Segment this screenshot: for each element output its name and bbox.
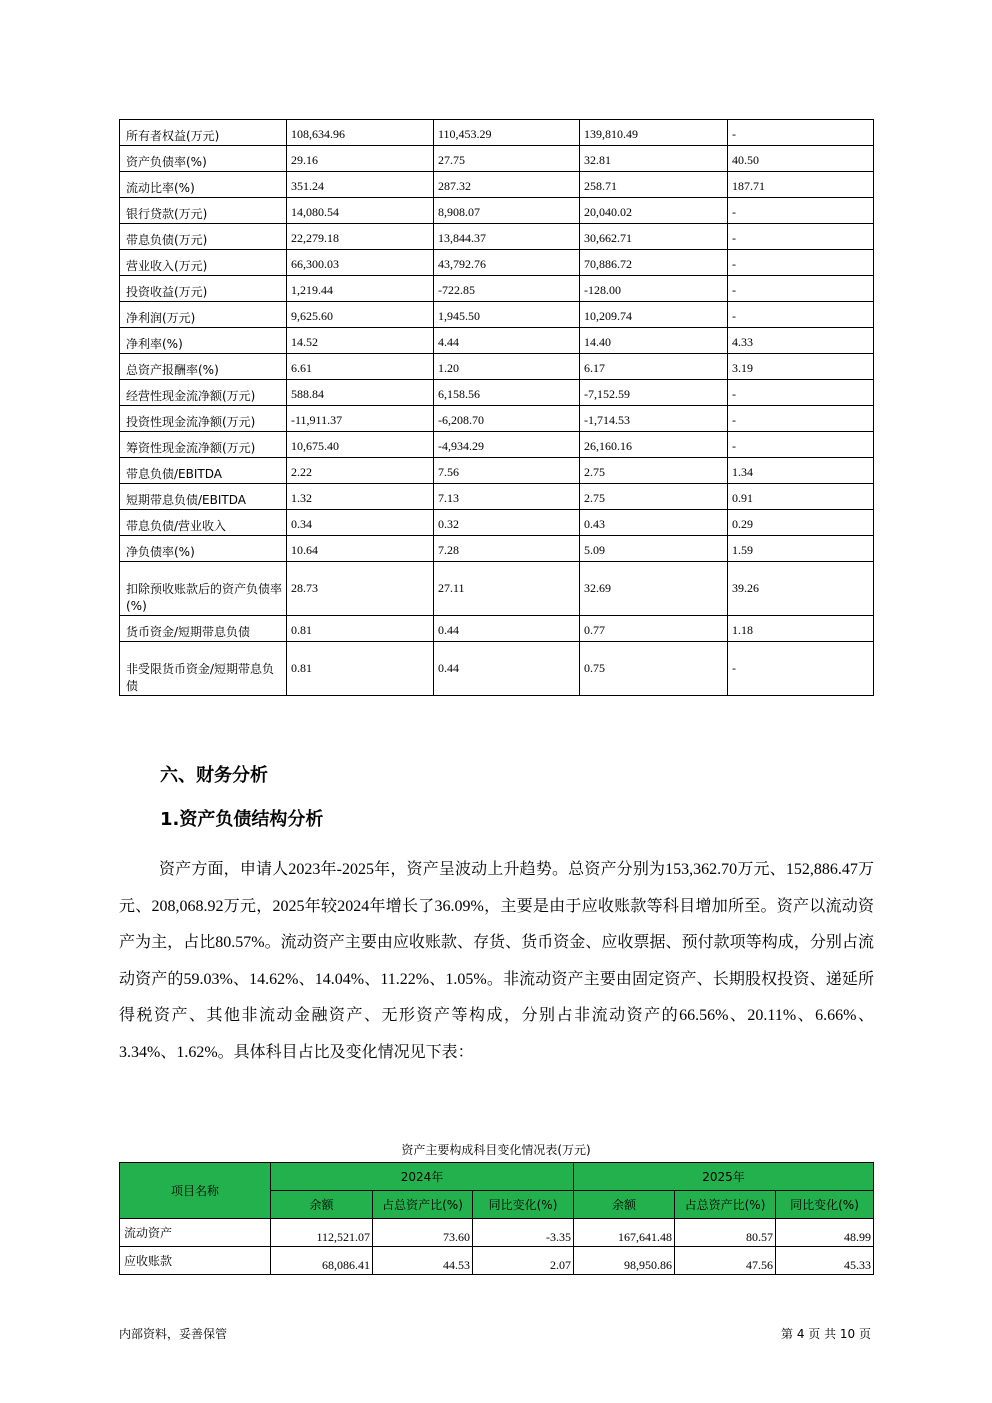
table-row	[120, 120, 874, 146]
row-value: -	[728, 198, 874, 224]
table-row	[120, 458, 874, 484]
row-label: 非受限货币资金/短期带息负债	[120, 642, 287, 696]
row-value: 68,086.41	[271, 1247, 373, 1275]
row-value: 7.56	[434, 458, 580, 484]
financial-indicator-table	[119, 119, 874, 696]
row-value: 0.75	[580, 642, 728, 696]
row-label: 筹资性现金流净额(万元)	[120, 432, 287, 458]
row-label: 货币资金/短期带息负债	[120, 616, 287, 642]
row-value: 0.81	[287, 642, 434, 696]
row-value: -	[728, 380, 874, 406]
row-value: 0.81	[287, 616, 434, 642]
row-value: 13,844.37	[434, 224, 580, 250]
row-value: 1.20	[434, 354, 580, 380]
row-value: 2.22	[287, 458, 434, 484]
row-value: 287.32	[434, 172, 580, 198]
row-value: 2.07	[473, 1247, 574, 1275]
column-header: 同比变化(%)	[776, 1191, 874, 1219]
column-header: 同比变化(%)	[473, 1191, 574, 1219]
table-row	[120, 510, 874, 536]
table-row	[120, 1219, 874, 1247]
row-value: 22,279.18	[287, 224, 434, 250]
row-value: 0.44	[434, 642, 580, 696]
row-value: 8,908.07	[434, 198, 580, 224]
row-label: 应收账款	[120, 1247, 271, 1275]
row-value: -6,208.70	[434, 406, 580, 432]
row-value: -	[728, 120, 874, 146]
row-label: 银行贷款(万元)	[120, 198, 287, 224]
table-row	[120, 172, 874, 198]
row-value: 0.91	[728, 484, 874, 510]
row-value: 1.34	[728, 458, 874, 484]
row-value: 2.75	[580, 458, 728, 484]
row-label: 投资性现金流净额(万元)	[120, 406, 287, 432]
subsection-heading: 1.资产负债结构分析	[160, 809, 324, 830]
row-value: -	[728, 432, 874, 458]
row-label: 营业收入(万元)	[120, 250, 287, 276]
table-row	[120, 302, 874, 328]
row-value: 14.40	[580, 328, 728, 354]
row-value: 2.75	[580, 484, 728, 510]
row-value: 167,641.48	[574, 1219, 675, 1247]
row-value: -	[728, 224, 874, 250]
row-label: 总资产报酬率(%)	[120, 354, 287, 380]
row-value: 10,675.40	[287, 432, 434, 458]
row-value: 20,040.02	[580, 198, 728, 224]
year-2025-header: 2025年	[574, 1163, 874, 1191]
footer-confidential-note: 内部资料，妥善保管	[119, 1327, 228, 1341]
table-row	[120, 642, 874, 696]
row-value: 47.56	[675, 1247, 776, 1275]
row-value: 0.43	[580, 510, 728, 536]
row-label: 带息负债/营业收入	[120, 510, 287, 536]
row-value: 7.28	[434, 536, 580, 562]
row-value: 26,160.16	[580, 432, 728, 458]
row-value: 44.53	[373, 1247, 473, 1275]
footer-page-number: 第 4 页 共 10 页	[781, 1327, 871, 1341]
row-label: 带息负债(万元)	[120, 224, 287, 250]
row-value: 3.19	[728, 354, 874, 380]
row-value: 43,792.76	[434, 250, 580, 276]
row-value: 28.73	[287, 562, 434, 616]
table-row	[120, 276, 874, 302]
row-value: -	[728, 302, 874, 328]
row-value: 588.84	[287, 380, 434, 406]
row-label: 所有者权益(万元)	[120, 120, 287, 146]
column-header: 占总资产比(%)	[675, 1191, 776, 1219]
row-value: -	[728, 276, 874, 302]
table-row	[120, 146, 874, 172]
row-value: 4.33	[728, 328, 874, 354]
row-label: 投资收益(万元)	[120, 276, 287, 302]
row-value: 139,810.49	[580, 120, 728, 146]
row-value: 73.60	[373, 1219, 473, 1247]
table-row	[120, 354, 874, 380]
row-value: 9,625.60	[287, 302, 434, 328]
row-value: 0.44	[434, 616, 580, 642]
table-header-row	[120, 1163, 874, 1191]
row-value: 10,209.74	[580, 302, 728, 328]
row-label: 净利润(万元)	[120, 302, 287, 328]
row-value: -	[728, 250, 874, 276]
table-row	[120, 562, 874, 616]
table-row	[120, 198, 874, 224]
row-value: -1,714.53	[580, 406, 728, 432]
row-value: 0.34	[287, 510, 434, 536]
table-row	[120, 432, 874, 458]
row-label: 流动比率(%)	[120, 172, 287, 198]
row-value: -7,152.59	[580, 380, 728, 406]
row-value: -3.35	[473, 1219, 574, 1247]
item-name-header: 项目名称	[120, 1163, 271, 1219]
row-value: -	[728, 642, 874, 696]
row-value: 80.57	[675, 1219, 776, 1247]
row-value: 48.99	[776, 1219, 874, 1247]
table-row	[120, 250, 874, 276]
row-value: 45.33	[776, 1247, 874, 1275]
table-caption: 资产主要构成科目变化情况表(万元)	[401, 1143, 591, 1157]
row-value: 66,300.03	[287, 250, 434, 276]
row-label: 流动资产	[120, 1219, 271, 1247]
row-value: 0.32	[434, 510, 580, 536]
row-value: -4,934.29	[434, 432, 580, 458]
row-value: 14.52	[287, 328, 434, 354]
column-header: 占总资产比(%)	[373, 1191, 473, 1219]
row-value: 40.50	[728, 146, 874, 172]
row-value: 70,886.72	[580, 250, 728, 276]
column-header: 余额	[574, 1191, 675, 1219]
row-value: 14,080.54	[287, 198, 434, 224]
row-value: 98,950.86	[574, 1247, 675, 1275]
row-value: 30,662.71	[580, 224, 728, 250]
table-row	[120, 616, 874, 642]
row-value: 110,453.29	[434, 120, 580, 146]
row-value: 1.59	[728, 536, 874, 562]
indicator-table-body	[120, 120, 874, 696]
row-value: -11,911.37	[287, 406, 434, 432]
row-value: 27.11	[434, 562, 580, 616]
row-value: 351.24	[287, 172, 434, 198]
row-label: 经营性现金流净额(万元)	[120, 380, 287, 406]
row-value: -722.85	[434, 276, 580, 302]
table-row	[120, 328, 874, 354]
table-row	[120, 484, 874, 510]
row-value: 1,219.44	[287, 276, 434, 302]
row-value: 10.64	[287, 536, 434, 562]
table-row	[120, 406, 874, 432]
row-value: 29.16	[287, 146, 434, 172]
row-value: 1,945.50	[434, 302, 580, 328]
row-value: 1.18	[728, 616, 874, 642]
analysis-paragraph: 资产方面，申请人2023年-2025年，资产呈波动上升趋势。总资产分别为153,362.70万元、152,886.47万元、208,068.92万元，2025年较2024年增长了36.09%，主要是由于应收账款等科目增加所至。资产以流动资产为主，占比80.57%。流动资产主要由应收账款、存货、货币资金、应收票据、预付款项等构成，分别占流动资产的59.03%、14.62%、14.04%、11.22%、1.05%。非流动资产主要由固定资产、长期股权投资、递延所得税资产、其他非流动金融资产、无形资产等构成，分别占非流动资产的66.56%、20.11%、6.66%、3.34%、1.62%。具体科目占比及变化情况见下表：	[119, 861, 874, 1061]
row-value: 108,634.96	[287, 120, 434, 146]
row-label: 带息负债/EBITDA	[120, 458, 287, 484]
row-value: 6.17	[580, 354, 728, 380]
row-label: 扣除预收账款后的资产负债率(%)	[120, 562, 287, 616]
row-value: 187.71	[728, 172, 874, 198]
row-label: 净利率(%)	[120, 328, 287, 354]
row-value: 0.29	[728, 510, 874, 536]
row-value: 1.32	[287, 484, 434, 510]
row-value: 0.77	[580, 616, 728, 642]
asset-composition-table	[119, 1162, 874, 1275]
asset-table-body	[120, 1163, 874, 1275]
table-row	[120, 380, 874, 406]
row-label: 短期带息负债/EBITDA	[120, 484, 287, 510]
row-value: 6,158.56	[434, 380, 580, 406]
table-row	[120, 1247, 874, 1275]
row-value: 4.44	[434, 328, 580, 354]
row-label: 净负债率(%)	[120, 536, 287, 562]
table-row	[120, 536, 874, 562]
row-value: 7.13	[434, 484, 580, 510]
row-value: -	[728, 406, 874, 432]
row-label: 资产负债率(%)	[120, 146, 287, 172]
table-row	[120, 224, 874, 250]
row-value: 32.81	[580, 146, 728, 172]
row-value: 112,521.07	[271, 1219, 373, 1247]
row-value: 39.26	[728, 562, 874, 616]
row-value: 5.09	[580, 536, 728, 562]
section-heading: 六、财务分析	[160, 765, 268, 786]
year-2024-header: 2024年	[271, 1163, 574, 1191]
row-value: 32.69	[580, 562, 728, 616]
row-value: 6.61	[287, 354, 434, 380]
row-value: 27.75	[434, 146, 580, 172]
row-value: 258.71	[580, 172, 728, 198]
column-header: 余额	[271, 1191, 373, 1219]
row-value: -128.00	[580, 276, 728, 302]
